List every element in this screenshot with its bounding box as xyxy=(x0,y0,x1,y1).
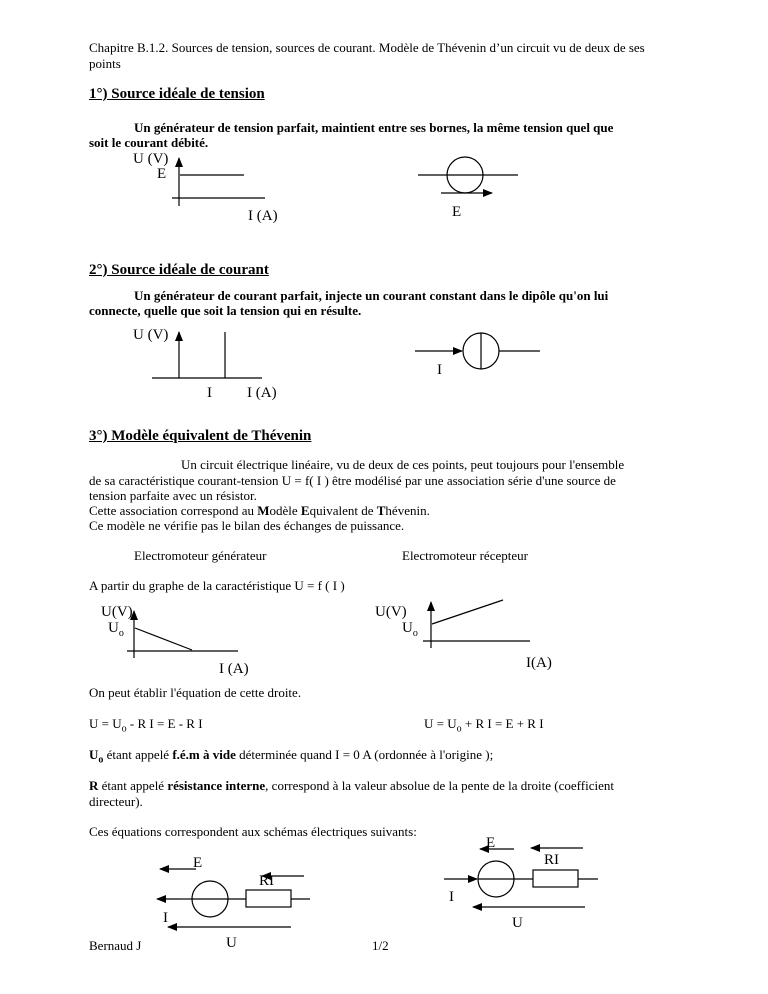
sch1-e-label: E xyxy=(193,855,203,871)
receiver-label: Electromoteur récepteur xyxy=(402,548,528,563)
graph-intro: A partir du graphe de la caractéristique U = f ( I ) xyxy=(89,578,345,593)
s1-graph-e-label: E xyxy=(157,166,167,182)
r-definition-line-2: directeur). xyxy=(89,794,143,809)
s1-graph xyxy=(172,158,265,206)
header-line-1: Chapitre B.1.2. Sources de tension, sources de courant. Modèle de Thévenin d’un circuit vu de deux de ses xyxy=(89,40,645,55)
s3-paragraph-line-2: de sa caractéristique courant-tension U = f( I ) être modélisé par une association série d'une source de xyxy=(89,473,616,488)
u0-definition: $U_o$ étant appelé f.é.m à vide déterminée quand I = 0 A (ordonnée à l'origine ); xyxy=(89,747,494,766)
s1-circuit-e-label: E xyxy=(452,204,462,220)
s3-paragraph-line-1: Un circuit électrique linéaire, vu de deux de ces points, peut toujours pour l'ensemble xyxy=(181,457,625,472)
s3-paragraph-line-5: Ce modèle ne vérifie pas le bilan des échanges de puissance. xyxy=(89,518,405,533)
s3-receiver-schematic xyxy=(444,848,598,907)
s3-receiver-graph xyxy=(423,600,530,648)
g2-xlabel: I(A) xyxy=(526,655,552,671)
s1-graph-xlabel: I (A) xyxy=(248,208,278,224)
equation-intro: On peut établir l'équation de cette droite. xyxy=(89,685,302,700)
section-2-text-1: Un générateur de courant parfait, injecte un courant constant dans le dipôle qu'on lui xyxy=(134,288,609,303)
sch2-u-label: U xyxy=(512,915,523,931)
section-2-title: 2°) Source idéale de courant xyxy=(89,262,269,278)
schematic-intro: Ces équations correspondent aux schémas électriques suivants: xyxy=(89,824,417,839)
g1-xlabel: I (A) xyxy=(219,661,249,677)
section-1-title: 1°) Source idéale de tension xyxy=(89,86,265,102)
s1-voltage-source-symbol xyxy=(418,157,518,193)
s2-circuit-i-label: I xyxy=(437,362,442,378)
sch1-u-label: U xyxy=(226,935,237,951)
s2-graph-i-label: I xyxy=(207,385,212,401)
s2-graph xyxy=(152,332,262,378)
sch2-i-label: I xyxy=(449,889,454,905)
g1-ylabel: U(V) xyxy=(101,604,133,620)
section-1-text-1: Un générateur de tension parfait, maintient entre ses bornes, la même tension quel que xyxy=(134,120,614,135)
equation-receiver: $U = U_o + R$ I = E + R I xyxy=(424,716,544,735)
g2-ylabel: U(V) xyxy=(375,604,407,620)
s2-graph-ylabel: U (V) xyxy=(133,327,169,343)
g1-u0-label: $U_o$ xyxy=(108,620,124,639)
s1-graph-ylabel: U (V) xyxy=(133,151,169,167)
sch2-e-label: E xyxy=(486,835,496,851)
header-line-2: points xyxy=(89,56,121,71)
equation-generator: $U = U_o - R$ I = E - R I xyxy=(89,716,203,735)
footer-page-number: 1/2 xyxy=(372,938,389,953)
generator-label: Electromoteur générateur xyxy=(134,548,267,563)
sch2-ri-label: RI xyxy=(544,852,559,868)
section-2-text-2: connecte, quelle que soit la tension qui en résulte. xyxy=(89,303,362,318)
section-1-text-2: soit le courant débité. xyxy=(89,135,209,150)
s2-current-source-symbol xyxy=(415,333,540,369)
sch1-ri-label: RI xyxy=(259,873,274,889)
r-definition-line-1: R étant appelé résistance interne, correspond à la valeur absolue de la pente de la droite (coefficient xyxy=(89,778,614,793)
s3-paragraph-line-3: tension parfaite avec un résistor. xyxy=(89,488,257,503)
g2-u0-label: $U_o$ xyxy=(402,620,418,639)
s3-generator-schematic xyxy=(157,869,310,927)
s3-paragraph-line-4: Cette association correspond au Modèle Equivalent de Thévenin. xyxy=(89,503,430,518)
section-3-title: 3°) Modèle équivalent de Thévenin xyxy=(89,428,312,444)
s2-graph-xlabel: I (A) xyxy=(247,385,277,401)
footer-author: Bernaud J xyxy=(89,938,142,953)
sch1-i-label: I xyxy=(163,910,168,926)
s3-generator-graph xyxy=(127,611,238,658)
